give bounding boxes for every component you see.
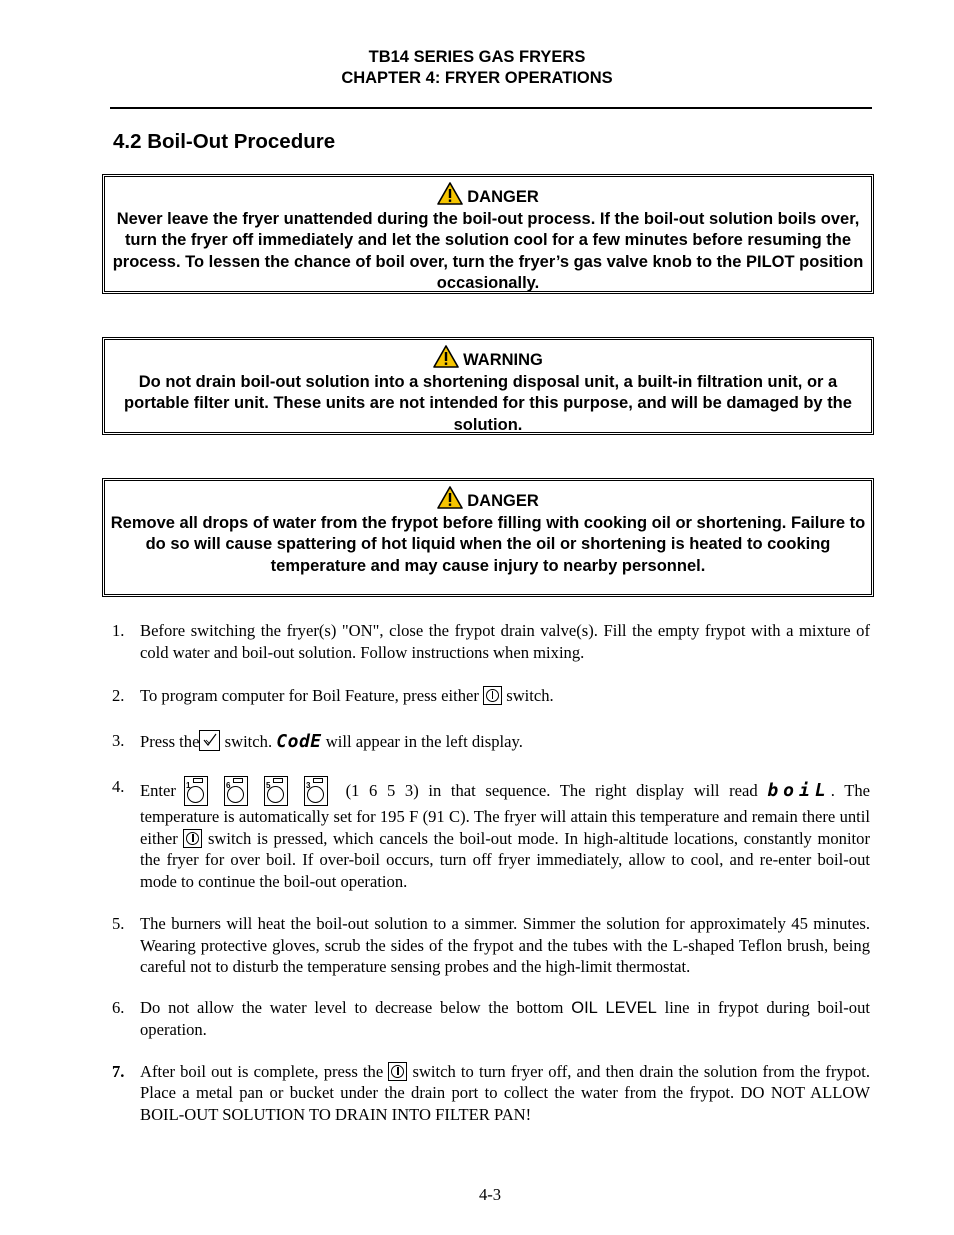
notice-heading: WARNING [463, 350, 543, 369]
step-5 [112, 913, 870, 978]
step-number: 4. [112, 777, 125, 796]
notice-heading: DANGER [467, 491, 539, 510]
step-text: switch. [506, 686, 554, 705]
key-6-icon: 6 [224, 776, 248, 806]
step-1 [112, 620, 870, 663]
step-text: line in frypot during boil-out operation. [140, 997, 871, 1039]
oil-level-label: OIL LEVEL [571, 998, 657, 1017]
section-title: 4.2 Boil-Out Procedure [113, 130, 336, 153]
step-number: 6. [112, 997, 125, 1017]
step-number: 7. [112, 1061, 125, 1081]
notice-text: Never leave the fryer unattended during the boil-out process. If the boil-out solution boils over, turn the fryer off immediately and let the solution cool for a few minutes before resuming the process. To lessen the chance of boil over, turn the fryer’s gas valve knob to the PILOT position occasionally. [112, 209, 864, 292]
step-number: 3. [112, 730, 125, 750]
procedure-steps [112, 616, 870, 1125]
step-text: switch to turn fryer off, and then drain the solution from the frypot. Place a metal pan or bucket under the drain port to collect the water from the frypot. DO NOT ALLOW BOIL-OUT SOLUTION TO DRAIN INTO FILTER PAN! [140, 1061, 871, 1124]
check-switch-icon [199, 730, 220, 751]
step-3 [112, 730, 870, 753]
danger-notice-1 [102, 174, 874, 294]
warning-triangle-icon [437, 182, 463, 205]
key-3-icon: 3 [304, 776, 328, 806]
danger-notice-2 [102, 478, 874, 597]
step-text: (1 6 5 3) in that sequence. The right display will read [345, 781, 758, 800]
step-text: To program computer for Boil Feature, press either [140, 686, 479, 705]
boil-display-readout: boiL [767, 780, 831, 801]
step-text: switch. [224, 731, 273, 751]
step-text: Press the [140, 731, 200, 751]
warning-triangle-icon [433, 345, 459, 368]
step-text: Do not allow the water level to decrease below the bottom [140, 997, 564, 1017]
step-number: 1. [112, 621, 125, 640]
header-title: TB14 SERIES GAS FRYERS [368, 48, 586, 66]
notice-text: Remove all drops of water from the frypot before filling with cooking oil or shortening. Failure to do so will cause spattering of hot liquid when the oil or shortening is heated to cooking temperature and may cause injury to nearby personnel. [110, 513, 866, 575]
warning-notice [102, 337, 874, 435]
notice-heading: DANGER [467, 187, 539, 206]
step-6 [112, 997, 870, 1041]
code-display-readout: CodE [276, 730, 322, 752]
key-1-icon: 1 [184, 776, 208, 806]
step-number: 5. [112, 914, 125, 933]
notice-text: Do not drain boil-out solution into a shortening disposal unit, a built-in filtration unit, or a portable filter unit. These units are not intended for this purpose, and will be damaged by the solution. [124, 372, 852, 434]
page-number: 4-3 [478, 1185, 502, 1204]
step-text: After boil out is complete, press the [140, 1061, 384, 1081]
power-switch-icon [183, 829, 202, 848]
step-number: 2. [112, 686, 125, 705]
power-switch-icon [483, 686, 502, 705]
header-rule [110, 107, 872, 109]
step-7 [112, 1061, 870, 1126]
step-text: Enter [140, 781, 176, 800]
step-4 [112, 776, 870, 892]
header-chapter: CHAPTER 4: FRYER OPERATIONS [341, 69, 613, 87]
step-text: Before switching the fryer(s) "ON", close the frypot drain valve(s). Fill the empty frypot with a mixture of cold water and boil-out solution. Follow instructions when mixing. [140, 621, 870, 662]
step-text: The burners will heat the boil-out solution to a simmer. Simmer the solution for approximately 45 minutes. Wearing protective gloves, scrub the sides of the frypot and the tubes with the L-shaped Teflon brush, being careful not to disturb the temperature sensing probes and the high-limit thermostat. [140, 914, 870, 976]
key-5-icon: 5 [264, 776, 288, 806]
step-text: . The temperature is automatically set for 195 F (91 C). The fryer will attain this temperature and remain there until either [140, 781, 870, 848]
page-header [0, 47, 954, 89]
step-text: switch is pressed, which cancels the boil-out mode. In high-altitude locations, constantly monitor the fryer for over boil. If over-boil occurs, turn off fryer immediately, allow to cool, and re-enter boil-out mode to continue the boil-out operation. [140, 828, 870, 891]
power-switch-icon [388, 1062, 407, 1081]
step-2 [112, 685, 870, 707]
warning-triangle-icon [437, 486, 463, 509]
step-text: will appear in the left display. [325, 731, 523, 751]
